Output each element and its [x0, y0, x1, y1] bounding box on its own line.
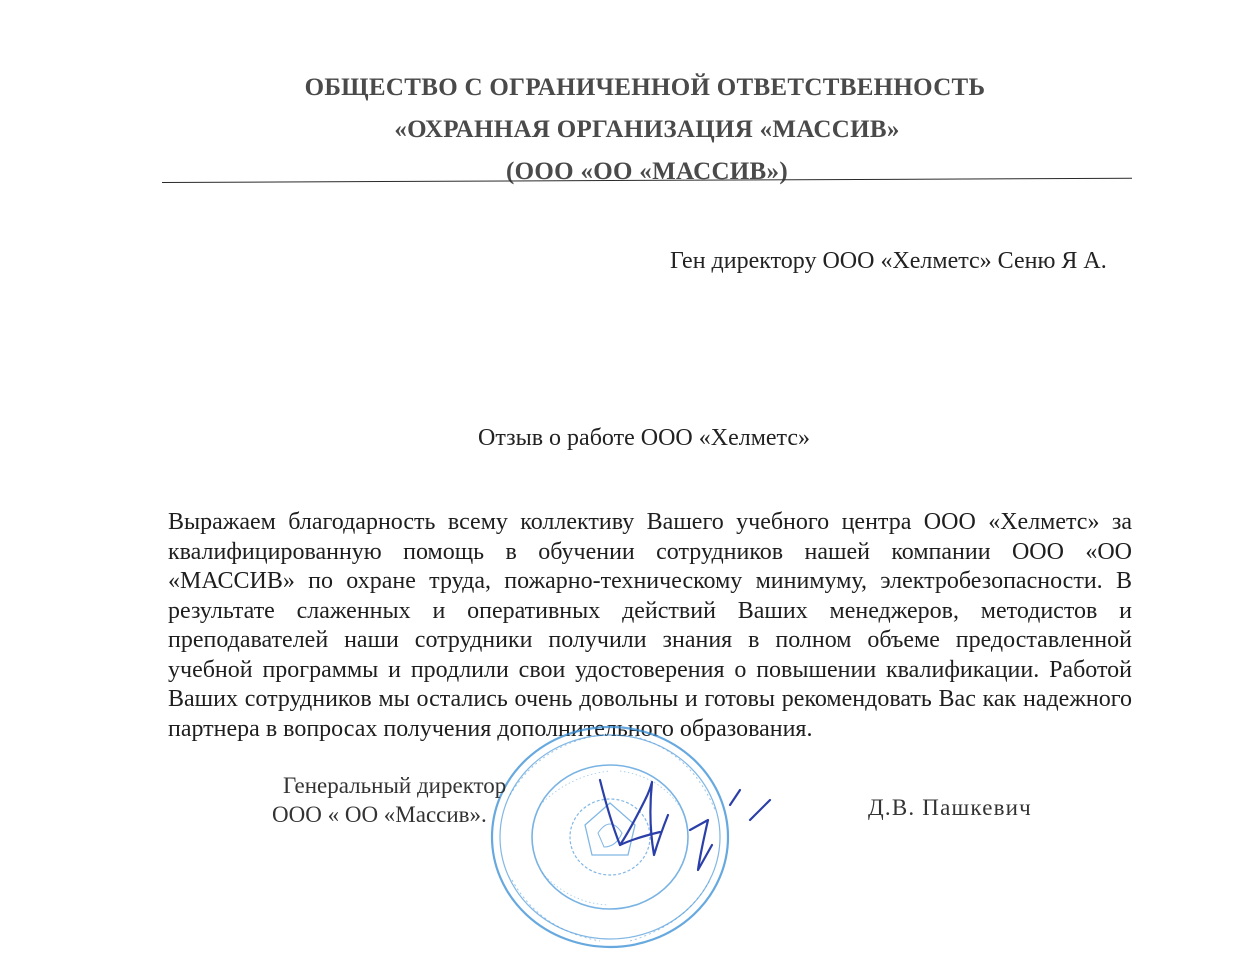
addressee: Ген директору ООО «Хелметс» Сеню Я А. [670, 248, 1107, 274]
letterhead-line-1: ОБЩЕСТВО С ОГРАНИЧЕННОЙ ОТВЕТСТВЕННОСТЬ [304, 74, 986, 101]
letter-body: Выражаем благодарность всему коллективу Вашего учебного центра ООО «Хелметс» за квалифицированную помощь в обучении сотрудников нашей компании ООО «ОО «МАССИВ» по охране труда, пожарно-техническому минимуму, электробезопасности. В результате слаженных и оперативных действий Ваших менеджеров, методистов и преподавателей наши сотрудники получили знания в полном объеме предоставленной учебной программы и продлили свои удостоверения о повышении квалификации. Работой Ваших сотрудников мы остались очень довольны и готовы рекомендовать Вас как надежного партнера в вопросах получения дополнительного образования. [168, 509, 1132, 742]
signatory-name: Д.В. Пашкевич [868, 795, 1032, 820]
letter-subject: Отзыв о работе ООО «Хелметс» [478, 425, 810, 451]
letterhead-line-2: «ОХРАННАЯ ОРГАНИЗАЦИЯ «МАССИВ» [394, 116, 900, 143]
signatory-title: Генеральный директор [283, 773, 507, 798]
handwritten-signature-icon [590, 760, 790, 890]
letterhead-line-3: (ООО «ОО «МАССИВ») [506, 158, 788, 185]
signatory-company: ООО « ОО «Массив». [272, 802, 487, 827]
